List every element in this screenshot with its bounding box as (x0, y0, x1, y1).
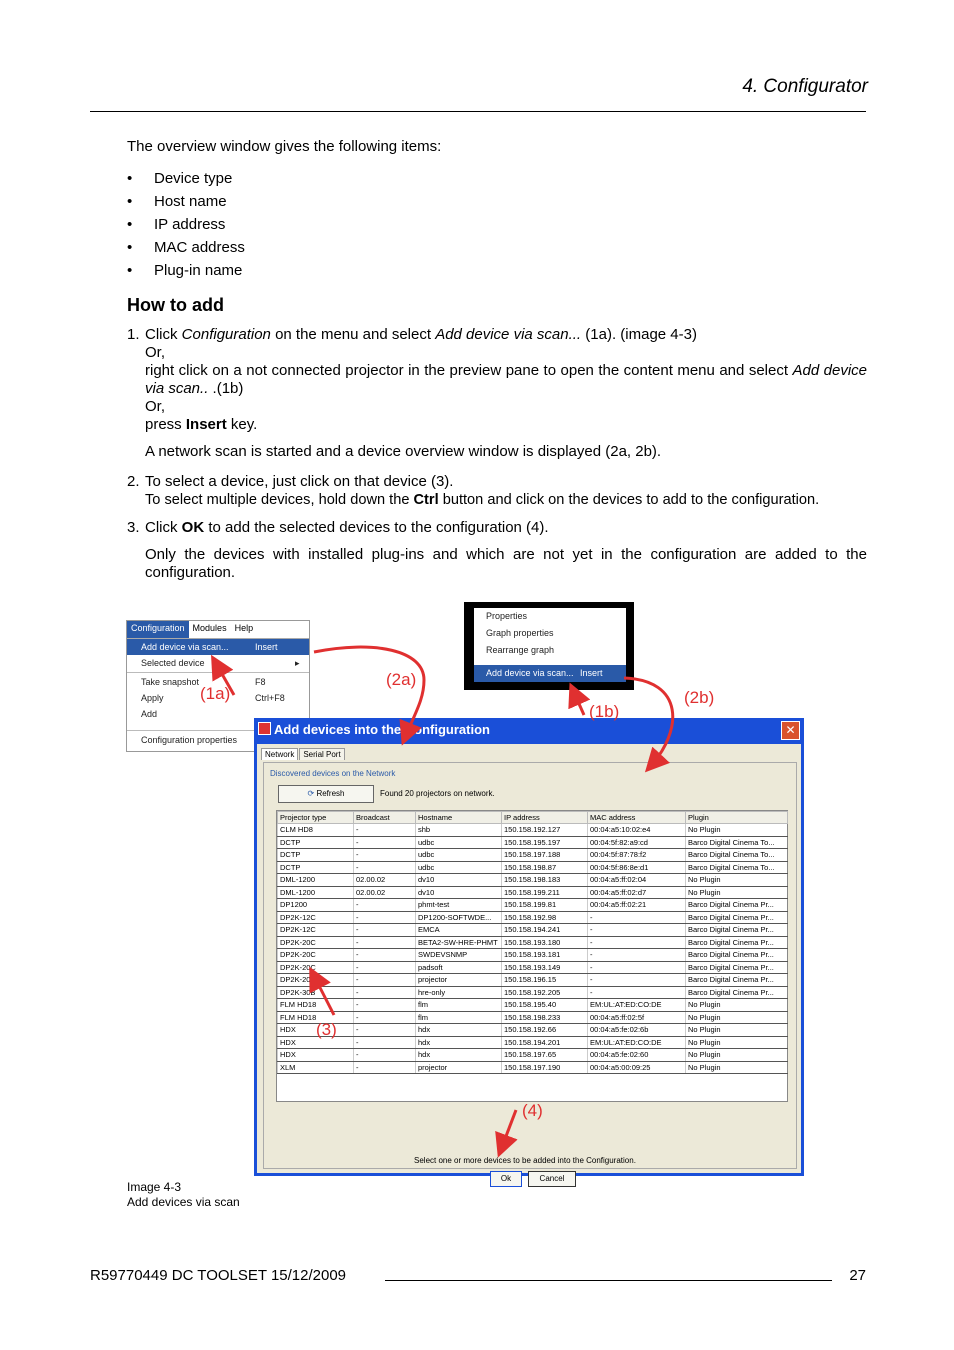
table-cell: 150.158.192.98 (502, 911, 588, 924)
arrow-1b (572, 688, 584, 715)
table-cell: 150.158.195.197 (502, 836, 588, 849)
table-cell: DCTP (278, 849, 354, 862)
shortcut-label: Ctrl+F8 (255, 693, 285, 703)
column-header[interactable]: Plugin (686, 812, 788, 824)
header-rule (90, 111, 866, 112)
table-cell: flm (416, 999, 502, 1012)
label-3: (3) (316, 1020, 337, 1039)
table-cell: Barco Digital Cinema Pr... (686, 911, 788, 924)
refresh-icon: ⟳ (307, 789, 317, 798)
text: Click (145, 519, 182, 536)
key-ref: Insert (185, 416, 227, 433)
table-cell: No Plugin (686, 1049, 788, 1062)
table-cell: dv10 (416, 874, 502, 887)
table-cell: 00:04:a5:10:02:e4 (588, 824, 686, 837)
table-cell: Barco Digital Cinema Pr... (686, 924, 788, 937)
table-cell: DCTP (278, 836, 354, 849)
table-cell: 00:04:5f:87:78:f2 (588, 849, 686, 862)
table-cell: - (354, 961, 416, 974)
table-cell: DML-1200 (278, 874, 354, 887)
table-cell: 150.158.195.40 (502, 999, 588, 1012)
table-cell: No Plugin (686, 1011, 788, 1024)
dialog-title: Add devices into the Configuration (274, 722, 490, 737)
list-item: • MAC address (127, 239, 245, 262)
label-1b: (1b) (589, 702, 620, 721)
table-cell: 150.158.196.15 (502, 974, 588, 987)
column-header[interactable]: Hostname (416, 812, 502, 824)
step-1 (127, 326, 867, 461)
table-cell: projector (416, 1061, 502, 1074)
table-cell: 150.158.199.81 (502, 899, 588, 912)
table-cell: 02.00.02 (354, 874, 416, 887)
table-cell: No Plugin (686, 1061, 788, 1074)
figure-add-devices (124, 600, 808, 1183)
table-cell: - (354, 1011, 416, 1024)
table-cell: 00:04:5f:86:8e:d1 (588, 861, 686, 874)
table-cell: hre-only (416, 986, 502, 999)
caption-number: Image 4-3 (127, 1180, 182, 1194)
table-cell: udbc (416, 861, 502, 874)
table-cell: DP2K-20C (278, 961, 354, 974)
table-cell: DP2K-30B (278, 986, 354, 999)
table-cell: - (354, 936, 416, 949)
menu-ref: Add device via scan.. (145, 362, 868, 397)
table-cell: - (354, 1036, 416, 1049)
table-cell: 00:04:a5:ff:02:d7 (588, 886, 686, 899)
table-cell: 00:04:a5:ff:02:5f (588, 1011, 686, 1024)
table-cell: DP2K-12C (278, 911, 354, 924)
table-cell: EMCA (416, 924, 502, 937)
label-2b: (2b) (684, 688, 715, 707)
table-cell: - (588, 961, 686, 974)
table-cell: Barco Digital Cinema To... (686, 836, 788, 849)
table-cell: hdx (416, 1036, 502, 1049)
text: Click (145, 326, 182, 343)
menu-configuration[interactable]: Configuration (127, 621, 189, 638)
table-cell: - (354, 974, 416, 987)
table-cell: XLM (278, 1061, 354, 1074)
chapter-title: 4. Configurator (742, 76, 868, 97)
column-header[interactable]: MAC address (588, 812, 686, 824)
table-cell: - (354, 1061, 416, 1074)
table-cell: FLM HD18 (278, 999, 354, 1012)
list-item: • Plug-in name (127, 262, 245, 285)
table-cell: - (354, 986, 416, 999)
text: (1a). (image 4-3) (581, 326, 697, 343)
table-cell: hdx (416, 1049, 502, 1062)
table-cell: 150.158.194.241 (502, 924, 588, 937)
table-cell: No Plugin (686, 999, 788, 1012)
table-cell: BETA2-SW-HRE-PHMT (416, 936, 502, 949)
table-cell: flm (416, 1011, 502, 1024)
table-cell: - (354, 861, 416, 874)
menu-item-label: Properties (486, 611, 528, 621)
tab-serial-port[interactable]: Serial Port (299, 748, 344, 760)
table-cell: - (588, 924, 686, 937)
table-cell: 00:04:a5:fe:02:6b (588, 1024, 686, 1037)
step-number: 1. (127, 326, 140, 343)
table-cell: - (588, 911, 686, 924)
table-cell: 150.158.197.188 (502, 849, 588, 862)
table-cell: 150.158.193.180 (502, 936, 588, 949)
ok-button[interactable]: Ok (490, 1171, 522, 1187)
table-cell: 150.158.193.181 (502, 949, 588, 962)
section-title: How to add (127, 295, 224, 315)
selection-hint: Select one or more devices to be added into the Configuration. (414, 1156, 636, 1165)
shortcut-label: Insert (255, 642, 278, 652)
table-cell: Barco Digital Cinema Pr... (686, 961, 788, 974)
table-cell: Barco Digital Cinema Pr... (686, 899, 788, 912)
table-cell: dv10 (416, 886, 502, 899)
menu-item-label: Take snapshot (141, 677, 200, 687)
table-cell: padsoft (416, 961, 502, 974)
table-cell: 150.158.198.233 (502, 1011, 588, 1024)
table-cell: EM:UL:AT:ED:CO:DE (588, 1036, 686, 1049)
table-cell: No Plugin (686, 1024, 788, 1037)
table-cell: projector (416, 974, 502, 987)
menu-item-label: Graph properties (486, 628, 554, 638)
table-cell: - (588, 936, 686, 949)
tab-network[interactable]: Network (261, 748, 298, 760)
key-ref: OK (181, 519, 205, 536)
table-cell: - (354, 1049, 416, 1062)
text: A network scan is started and a device overview window is displayed (2a, 2b). (145, 443, 662, 460)
found-status: Found 20 projectors on network. (380, 789, 495, 798)
table-cell: 150.158.194.201 (502, 1036, 588, 1049)
table-cell: 150.158.192.66 (502, 1024, 588, 1037)
menu-item-label: Configuration properties (141, 735, 238, 745)
text: To select multiple devices, hold down the (145, 492, 414, 508)
table-cell: CLM HD8 (278, 824, 354, 837)
menu-modules[interactable]: Modules (192, 623, 227, 633)
table-cell: - (354, 999, 416, 1012)
menu-help[interactable]: Help (234, 623, 254, 633)
menu-ref: Configuration (181, 326, 271, 343)
table-cell: HDX (278, 1036, 354, 1049)
table-cell: DML-1200 (278, 886, 354, 899)
table-cell: - (588, 974, 686, 987)
column-header[interactable]: Projector type (278, 812, 354, 824)
table-cell: SWDEVSNMP (416, 949, 502, 962)
table-cell: DP1200-SOFTWDE... (416, 911, 502, 924)
table-cell: - (588, 949, 686, 962)
step-2 (127, 473, 867, 509)
menu-item-label: Add (141, 709, 158, 719)
table-cell: 02.00.02 (354, 886, 416, 899)
menu-item-label: Selected device (141, 658, 205, 668)
table-cell: 00:04:5f:82:a9:cd (588, 836, 686, 849)
arrow-3 (312, 972, 334, 1015)
table-cell: Barco Digital Cinema Pr... (686, 986, 788, 999)
table-cell: Barco Digital Cinema Pr... (686, 949, 788, 962)
table-cell: Barco Digital Cinema Pr... (686, 936, 788, 949)
footer-rule (385, 1280, 832, 1281)
step-3 (127, 519, 867, 582)
table-cell: - (354, 849, 416, 862)
table-cell: DP2K-20C (278, 949, 354, 962)
table-cell: No Plugin (686, 1036, 788, 1049)
table-cell: hdx (416, 1024, 502, 1037)
table-cell: HDX (278, 1024, 354, 1037)
table-cell: - (354, 836, 416, 849)
label-2a: (2a) (386, 670, 417, 689)
table-cell: Barco Digital Cinema To... (686, 861, 788, 874)
table-cell: 150.158.198.183 (502, 874, 588, 887)
table-cell: udbc (416, 836, 502, 849)
text: Or, (145, 398, 166, 415)
table-cell: - (354, 1024, 416, 1037)
text: Only the devices with installed plug-ins and which are not yet in the configuration are added to the configuration. (145, 546, 867, 581)
table-cell: 00:04:a5:ff:02:21 (588, 899, 686, 912)
text: Or, (145, 344, 166, 361)
table-cell: - (354, 899, 416, 912)
menu-item-label: Add device via scan... (486, 668, 574, 678)
shortcut-label: Insert (580, 668, 603, 678)
text: key. (226, 416, 258, 433)
menu-item-label: Add device via scan... (141, 642, 229, 652)
list-item: • Host name (127, 193, 245, 216)
step-number: 3. (127, 519, 140, 536)
arrow-2a (314, 647, 424, 740)
menu-item-label: Rearrange graph (486, 645, 555, 655)
shortcut-label: F8 (255, 677, 266, 687)
table-cell: 150.158.198.87 (502, 861, 588, 874)
table-cell: DP2K-20C (278, 936, 354, 949)
menu-ref: Add device via scan... (435, 326, 582, 343)
table-cell: phmt-test (416, 899, 502, 912)
table-cell: 150.158.192.205 (502, 986, 588, 999)
table-cell: Barco Digital Cinema To... (686, 849, 788, 862)
table-cell: 00:04:a5:00:09:25 (588, 1061, 686, 1074)
table-cell: No Plugin (686, 874, 788, 887)
label-4: (4) (522, 1101, 543, 1120)
table-cell: shb (416, 824, 502, 837)
table-cell: - (354, 949, 416, 962)
column-header[interactable]: Broadcast (354, 812, 416, 824)
text: .(1b) (208, 380, 244, 397)
table-cell: DP1200 (278, 899, 354, 912)
table-cell: 150.158.193.149 (502, 961, 588, 974)
table-cell: No Plugin (686, 886, 788, 899)
table-cell: EM:UL:AT:ED:CO:DE (588, 999, 686, 1012)
table-cell: DP2K-12C (278, 924, 354, 937)
item-list (127, 170, 245, 285)
table-cell: 150.158.197.65 (502, 1049, 588, 1062)
text: To select a device, just click on that device (3). (145, 473, 454, 490)
table-cell: No Plugin (686, 824, 788, 837)
list-item: • IP address (127, 216, 245, 239)
table-cell: 00:04:a5:fe:02:60 (588, 1049, 686, 1062)
step-number: 2. (127, 473, 140, 490)
close-icon[interactable]: ✕ (781, 721, 800, 740)
table-cell: FLM HD18 (278, 1011, 354, 1024)
table-cell: - (588, 986, 686, 999)
button-label: Refresh (316, 789, 345, 798)
table-cell: 150.158.197.190 (502, 1061, 588, 1074)
table-cell: 150.158.192.127 (502, 824, 588, 837)
table-cell: HDX (278, 1049, 354, 1062)
caption-title: Add devices via scan (127, 1195, 240, 1209)
table-cell: 150.158.199.211 (502, 886, 588, 899)
list-item: • Device type (127, 170, 245, 193)
column-header[interactable]: IP address (502, 812, 588, 824)
arrow-4 (500, 1110, 516, 1152)
text: right click on a not connected projector in the preview pane to open the content menu and select (145, 362, 793, 379)
footer-docref: R59770449 DC TOOLSET 15/12/2009 (90, 1267, 347, 1284)
table-cell: udbc (416, 849, 502, 862)
cancel-button[interactable]: Cancel (528, 1171, 576, 1187)
text: to add the selected devices to the configuration (4). (204, 519, 549, 536)
table-cell: DP2K-20C (278, 974, 354, 987)
table-cell: DCTP (278, 861, 354, 874)
discovered-label: Discovered devices on the Network (270, 769, 396, 778)
arrow-2b (624, 678, 673, 768)
table-cell: Barco Digital Cinema Pr... (686, 974, 788, 987)
page-number: 27 (849, 1267, 866, 1284)
intro-text: The overview window gives the following items: (127, 138, 442, 155)
key-ref: Ctrl (413, 492, 439, 508)
table-cell: - (354, 824, 416, 837)
text: press (145, 416, 186, 433)
text: button and click on the devices to add to the configuration. (438, 492, 820, 508)
text: on the menu and select (270, 326, 436, 343)
menu-item-label: Apply (141, 693, 164, 703)
table-cell: - (354, 911, 416, 924)
table-cell: - (354, 924, 416, 937)
submenu-arrow-icon: ▸ (295, 658, 300, 668)
table-cell: 00:04:a5:ff:02:04 (588, 874, 686, 887)
label-1a: (1a) (200, 684, 231, 703)
